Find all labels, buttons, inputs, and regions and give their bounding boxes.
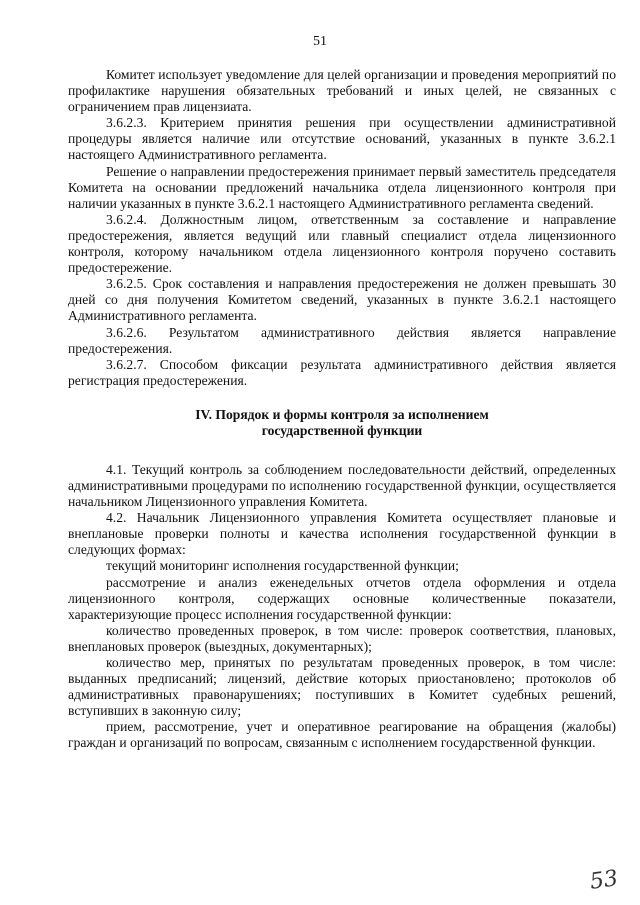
paragraph: рассмотрение и анализ еженедельных отчетов отдела оформления и отдела лицензионного контроля, содержащих основные количественные показатели, характеризующие процесс исполнения государственной функции:	[68, 574, 616, 622]
paragraph: 3.6.2.4. Должностным лицом, ответственным за составление и направление предостережения, является ведущий или главный специалист отдела лицензионного контроля, которому начальником отдела лицензионного контроля поручено составить предостережение.	[68, 211, 616, 276]
paragraph: текущий мониторинг исполнения государственной функции;	[106, 558, 459, 574]
paragraph: 4.1. Текущий контроль за соблюдением последовательности действий, определенных административными процедурами по исполнению государственной функции, осуществляется начальником Лицензионного управления Комитета.	[68, 461, 616, 510]
paragraph: количество проведенных проверок, в том числе: проверок соответствия, плановых, внеплановых проверок (выездных, документарных);	[68, 622, 616, 654]
section-heading-line-2: государственной функции	[261, 423, 423, 439]
paragraph: 4.2. Начальник Лицензионного управления Комитета осуществляет плановые и внеплановые проверки полноты и качества исполнения государственной функции в следующих формах:	[68, 510, 616, 558]
paragraph: 3.6.2.6. Результатом административного действия является направление предостережения.	[68, 324, 616, 356]
section-heading	[68, 407, 616, 440]
page-number: 51	[313, 34, 327, 49]
paragraph: 3.6.2.7. Способом фиксации результата административного действия является регистрация предостережения.	[68, 356, 616, 388]
paragraph: Комитет использует уведомление для целей организации и проведения мероприятий по профилактике нарушения обязательных требований и иных целей, не связанных с ограничением прав лицензиата.	[68, 67, 616, 115]
handwritten-page-number: 53	[588, 866, 620, 895]
section-heading-line-1: IV. Порядок и формы контроля за исполнением	[195, 406, 489, 422]
paragraph: количество мер, принятых по результатам проведенных проверок, в том числе: выданных предписаний; лицензий, действие которых приостановлено; протоколов об административных правонарушениях; поступивших в Комитет судебных решений, вступивших в законную силу;	[68, 655, 616, 719]
document-body	[68, 67, 616, 752]
paragraph: Решение о направлении предостережения принимает первый заместитель председателя Комитета на основании предложений начальника отдела лицензионного контроля при наличии указанных в пункте 3.6.2.1 настоящего Административного регламента сведений.	[68, 163, 616, 211]
paragraph: 3.6.2.3. Критерием принятия решения при осуществлении административной процедуры является наличие или отсутствие оснований, указанных в пункте 3.6.2.1 настоящего Административного регламента.	[68, 115, 616, 163]
paragraph: 3.6.2.5. Срок составления и направления предостережения не должен превышать 30 дней со дня получения Комитетом сведений, указанных в пункте 3.6.2.1 настоящего Административного регламента.	[68, 276, 616, 324]
paragraph: прием, рассмотрение, учет и оперативное реагирование на обращения (жалобы) граждан и организаций по вопросам, связанным с исполнением государственной функции.	[68, 719, 616, 751]
